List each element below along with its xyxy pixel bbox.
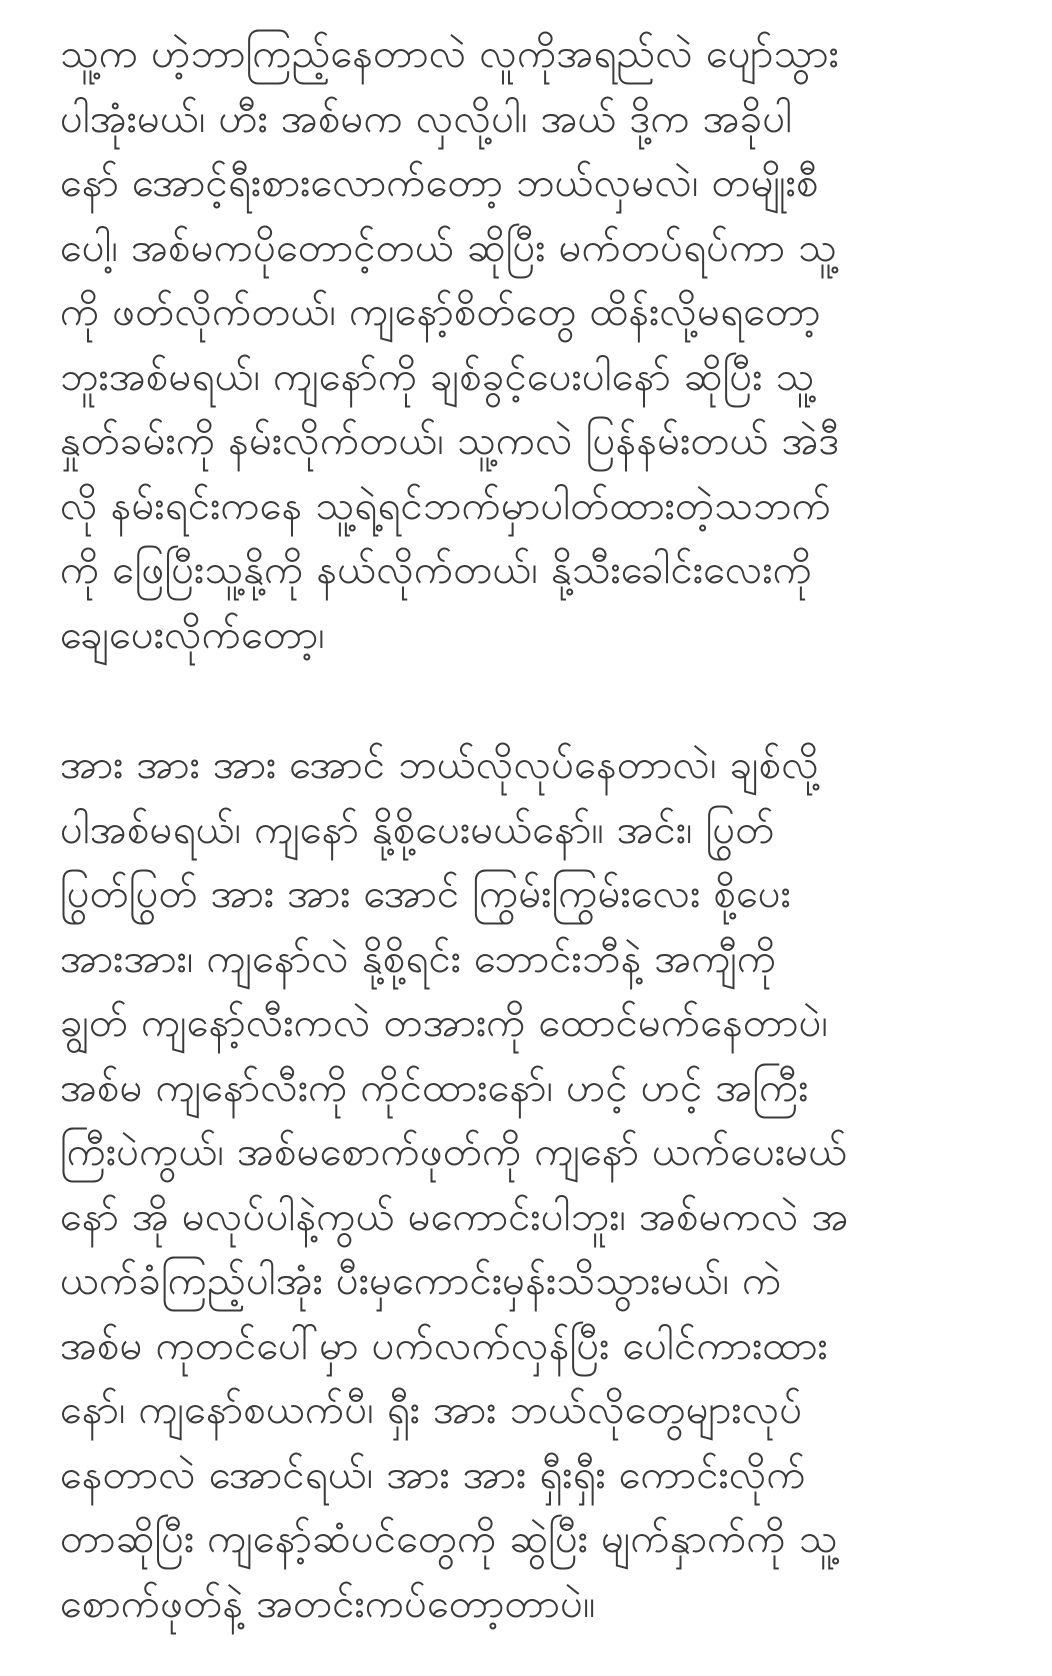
text-line: လို နမ်းရင်းကနေ သူ့ရဲ့ရင်ဘက်မှာပါတ်ထားတဲ့သဘက်	[60, 482, 832, 529]
paragraph-2	[60, 733, 1018, 1636]
text-line: ယက်ခံကြည့်ပါအုံး ပီးမှကောင်းမှန်းသိသွားမယ်၊ ကဲ	[60, 1258, 782, 1304]
text-line: အစ်မ ကျနော်လီးကို ကိုင်ထားနော်၊ ဟင့် ဟင့် အကြီး	[60, 1064, 809, 1111]
text-line: တာဆိုပြီး ကျနော့်ဆံပင်တွေကို ဆွဲပြီး မျက်နှာက်ကို သူ့	[60, 1516, 838, 1562]
paragraph-1	[60, 22, 1018, 667]
text-line: အား အား အား အောင် ဘယ်လိုလုပ်နေတာလဲ၊ ချစ်လို့	[60, 742, 820, 788]
text-line: အားအား၊ ကျနော်လဲ နို့စို့ရင်း ဘောင်းဘီနဲ့ အကျီကို	[60, 935, 777, 982]
text-line: နှုတ်ခမ်းကို နမ်းလိုက်တယ်၊ သူ့ကလဲ ပြန်နမ်းတယ် အဲဒီ	[60, 418, 840, 464]
text-line: စောက်ဖုတ်နဲ့ အတင်းကပ်တော့တာပဲ။	[60, 1580, 596, 1627]
text-line: နော် အို မလုပ်ပါနဲ့ကွယ် မကောင်းပါဘူး၊ အစ်မကလဲ အ	[60, 1193, 849, 1240]
text-line: ဘူးအစ်မရယ်၊ ကျနော်ကို ချစ်ခွင့်ပေးပါနော် ဆိုပြီး သူ့	[60, 353, 815, 400]
text-line: အစ်မ ကုတင်ပေါ်မှာ ပက်လက်လှန်ပြီး ပေါင်ကားထား	[60, 1322, 828, 1369]
text-line: ကို ဖြေပြီးသူ့နို့ကို နယ်လိုက်တယ်၊ နို့သီးခေါင်းလေးကို	[60, 547, 813, 593]
text-line: နေတာလဲ အောင်ရယ်၊ အား အား ရှီးရှီး ကောင်းလိုက်	[60, 1451, 806, 1498]
text-line: ချွတ် ကျနော့်လီးကလဲ တအားကို ထောင်မက်နေတာပဲ၊	[60, 1000, 829, 1046]
text-line: နော် အောင့်ရီးစားလောက်တော့ ဘယ်လှမလဲ၊ တမျိုးစီ	[60, 160, 819, 206]
text-line: ပြွတ်ပြွတ် အား အား အောင် ကြွမ်းကြွမ်းလေး စို့ပေး	[60, 871, 791, 917]
text-line: ချေပေးလိုက်တော့၊	[60, 611, 325, 658]
text-line: သူ့က ဟဲ့ဘာကြည့်နေတာလဲ လူကိုအရည်လဲ ပျော်သွား	[60, 31, 839, 77]
paragraph-spacer	[60, 667, 1018, 733]
text-line: ပေါ့၊ အစ်မကပိုတောင့်တယ် ဆိုပြီး မက်တပ်ရပ်ကာ သူ့	[60, 224, 837, 271]
text-line: နော်၊ ကျနော်စယက်ပီ၊ ရှီး အား ဘယ်လိုတွေများလုပ်	[60, 1387, 803, 1433]
text-line: ပါအစ်မရယ်၊ ကျနော် နို့စို့ပေးမယ်နော်။ အင်း၊ ပြွတ်	[60, 806, 775, 853]
text-line: ကြီးပဲကွယ်၊ အစ်မစောက်ဖုတ်ကို ကျနော် ယက်ပေးမယ်	[60, 1129, 848, 1175]
text-line: ကို ဖတ်လိုက်တယ်၊ ကျနော့်စိတ်တွေ ထိန်းလို့မရတော့	[60, 289, 821, 335]
text-line: ပါအုံးမယ်၊ ဟီး အစ်မက လှလို့ပါ၊ အယ် ဒို့က အခိုပါ	[60, 95, 793, 142]
